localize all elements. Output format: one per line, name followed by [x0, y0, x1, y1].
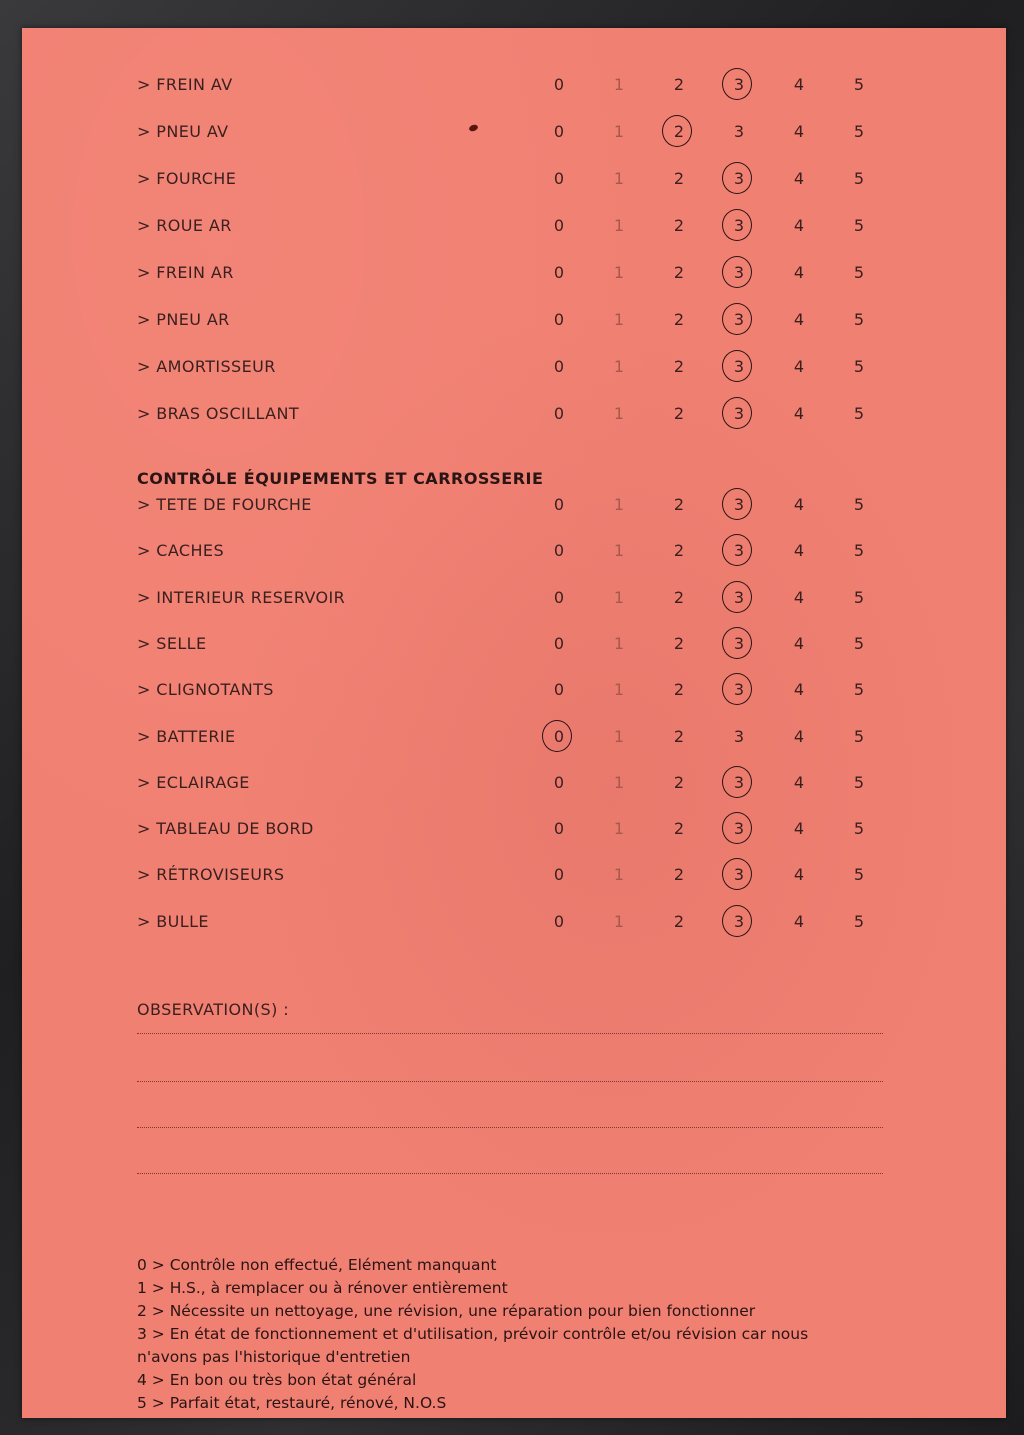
checklist-row	[22, 624, 1006, 664]
rating-option-0[interactable]: 0	[553, 819, 565, 839]
rating-option-2[interactable]: 2	[673, 216, 685, 235]
rating-option-1[interactable]: 1	[613, 404, 625, 423]
rating-option-0[interactable]: 0	[553, 216, 565, 235]
rating-option-5[interactable]: 5	[853, 633, 865, 653]
checklist-row	[22, 717, 1006, 757]
rating-option-2[interactable]: 2	[673, 911, 685, 931]
rating-option-3[interactable]: 3	[724, 216, 754, 235]
rating-option-2[interactable]: 2	[673, 587, 685, 607]
row-label: > PNEU AV	[137, 122, 229, 141]
rating-option-0[interactable]: 0	[553, 633, 565, 653]
rating-option-1[interactable]: 1	[613, 865, 625, 885]
rating-option-2[interactable]: 2	[673, 726, 685, 746]
rating-option-5[interactable]: 5	[853, 216, 865, 235]
rating-option-1[interactable]: 1	[613, 310, 625, 329]
rating-option-4[interactable]: 4	[793, 404, 805, 423]
rating-option-3[interactable]: 3	[724, 263, 754, 282]
rating-option-3[interactable]: 3	[724, 912, 754, 931]
rating-option-0[interactable]: 0	[553, 587, 565, 607]
rating-option-0[interactable]: 0	[553, 865, 565, 885]
rating-option-1[interactable]: 1	[613, 357, 625, 376]
selected-rating-circle	[722, 766, 752, 798]
rating-option-3[interactable]: 3	[724, 634, 754, 653]
rating-option-5[interactable]: 5	[853, 169, 865, 188]
rating-option-3[interactable]: 3	[724, 865, 754, 884]
rating-option-3[interactable]: 3	[724, 169, 754, 188]
rating-option-3[interactable]: 3	[724, 404, 754, 423]
selected-rating-circle	[542, 720, 572, 752]
row-label: > ROUE AR	[137, 216, 232, 235]
rating-option-4[interactable]: 4	[793, 819, 805, 839]
rating-option-2[interactable]: 2	[673, 680, 685, 700]
row-label: > CLIGNOTANTS	[137, 680, 274, 700]
legend-item: 2 > Nécessite un nettoyage, une révision, une réparation pour bien fonctionner	[137, 1302, 756, 1320]
rating-option-5[interactable]: 5	[853, 726, 865, 746]
rating-option-5[interactable]: 5	[853, 587, 865, 607]
rating-option-0[interactable]: 0	[553, 680, 565, 700]
rating-option-3[interactable]: 3	[733, 122, 745, 141]
rating-option-4[interactable]: 4	[793, 726, 805, 746]
row-label: > CACHES	[137, 541, 224, 561]
rating-option-4[interactable]: 4	[793, 587, 805, 607]
rating-option-4[interactable]: 4	[793, 633, 805, 653]
rating-option-3[interactable]: 3	[733, 726, 745, 746]
rating-option-4[interactable]: 4	[793, 216, 805, 235]
selected-rating-circle	[722, 256, 752, 288]
checklist-row	[22, 763, 1006, 803]
rating-option-1[interactable]: 1	[613, 216, 625, 235]
rating-option-4[interactable]: 4	[793, 169, 805, 188]
rating-option-2[interactable]: 2	[673, 263, 685, 282]
rating-option-2[interactable]: 2	[673, 772, 685, 792]
rating-option-3[interactable]: 3	[724, 773, 754, 792]
rating-option-4[interactable]: 4	[793, 122, 805, 141]
selected-rating-circle	[722, 627, 752, 659]
rating-option-0[interactable]: 0	[553, 122, 565, 141]
selected-rating-circle	[722, 812, 752, 844]
checklist-row	[22, 485, 1006, 525]
row-label: > BULLE	[137, 911, 209, 931]
rating-option-2[interactable]: 2	[673, 495, 685, 514]
row-label: > AMORTISSEUR	[137, 357, 276, 376]
rating-option-1[interactable]: 1	[613, 680, 625, 700]
selected-rating-circle	[722, 905, 752, 937]
rating-option-5[interactable]: 5	[853, 865, 865, 885]
rating-option-2[interactable]: 2	[673, 404, 685, 423]
rating-option-1[interactable]: 1	[613, 263, 625, 282]
checklist-row	[22, 902, 1006, 942]
rating-option-3[interactable]: 3	[724, 75, 754, 94]
row-label: > BATTERIE	[137, 726, 236, 746]
legend-item: 3 > En état de fonctionnement et d'utilisation, prévoir contrôle et/ou révision car nous	[137, 1325, 809, 1343]
rating-option-4[interactable]: 4	[793, 541, 805, 561]
rating-option-5[interactable]: 5	[853, 680, 865, 700]
rating-option-1[interactable]: 1	[613, 911, 625, 931]
rating-option-1[interactable]: 1	[613, 726, 625, 746]
rating-option-1[interactable]: 1	[613, 772, 625, 792]
selected-rating-circle	[722, 350, 752, 382]
rating-option-0[interactable]: 0	[553, 263, 565, 282]
rating-option-2[interactable]: 2	[673, 75, 685, 94]
checklist-row	[22, 112, 1006, 152]
row-label: > ECLAIRAGE	[137, 772, 250, 792]
rating-option-2[interactable]: 2	[673, 819, 685, 839]
checklist-row	[22, 159, 1006, 199]
rating-option-4[interactable]: 4	[793, 310, 805, 329]
rating-option-5[interactable]: 5	[853, 357, 865, 376]
row-label: > FREIN AV	[137, 75, 233, 94]
rating-option-5[interactable]: 5	[853, 495, 865, 514]
row-label: > PNEU AR	[137, 310, 230, 329]
observation-line[interactable]	[137, 1173, 883, 1174]
observation-line[interactable]	[137, 1127, 883, 1128]
selected-rating-circle	[722, 858, 752, 890]
row-label: > INTERIEUR RESERVOIR	[137, 587, 346, 607]
checklist-row	[22, 253, 1006, 293]
rating-option-0[interactable]: 0	[553, 169, 565, 188]
observation-line[interactable]	[137, 1033, 883, 1034]
rating-option-0[interactable]: 0	[544, 727, 574, 746]
section-title: CONTRÔLE ÉQUIPEMENTS ET CARROSSERIE	[137, 469, 544, 488]
row-label: > RÉTROVISEURS	[137, 865, 285, 885]
rating-option-5[interactable]: 5	[853, 911, 865, 931]
observation-line[interactable]	[137, 1081, 883, 1082]
legend-item: 4 > En bon ou très bon état général	[137, 1371, 417, 1389]
rating-option-5[interactable]: 5	[853, 404, 865, 423]
legend-item: 1 > H.S., à remplacer ou à rénover entièrement	[137, 1279, 508, 1297]
selected-rating-circle	[722, 209, 752, 241]
selected-rating-circle	[722, 673, 752, 705]
rating-option-4[interactable]: 4	[793, 772, 805, 792]
rating-option-1[interactable]: 1	[613, 75, 625, 94]
checklist-row	[22, 670, 1006, 710]
checklist-row	[22, 855, 1006, 895]
row-label: > FREIN AR	[137, 263, 234, 282]
checklist-row	[22, 578, 1006, 618]
legend-item: n'avons pas l'historique d'entretien	[137, 1348, 411, 1366]
rating-option-2[interactable]: 2	[673, 633, 685, 653]
rating-option-0[interactable]: 0	[553, 310, 565, 329]
rating-option-1[interactable]: 1	[613, 169, 625, 188]
checklist-row	[22, 809, 1006, 849]
checklist-row	[22, 347, 1006, 387]
rating-option-4[interactable]: 4	[793, 75, 805, 94]
rating-option-5[interactable]: 5	[853, 122, 865, 141]
selected-rating-circle	[722, 68, 752, 100]
rating-option-3[interactable]: 3	[724, 680, 754, 699]
legend-item: 5 > Parfait état, restauré, rénové, N.O.S	[137, 1394, 447, 1412]
rating-option-0[interactable]: 0	[553, 357, 565, 376]
rating-option-5[interactable]: 5	[853, 75, 865, 94]
rating-option-2[interactable]: 2	[673, 357, 685, 376]
rating-option-1[interactable]: 1	[613, 819, 625, 839]
checklist-row	[22, 394, 1006, 434]
selected-rating-circle	[722, 534, 752, 566]
inspection-sheet	[22, 28, 1006, 1418]
rating-option-3[interactable]: 3	[724, 588, 754, 607]
rating-option-0[interactable]: 0	[553, 75, 565, 94]
rating-option-1[interactable]: 1	[613, 495, 625, 514]
selected-rating-circle	[722, 581, 752, 613]
row-label: > TABLEAU DE BORD	[137, 819, 314, 839]
rating-option-2[interactable]: 2	[673, 541, 685, 561]
rating-option-0[interactable]: 0	[553, 404, 565, 423]
rating-option-3[interactable]: 3	[724, 495, 754, 514]
selected-rating-circle	[722, 303, 752, 335]
rating-option-5[interactable]: 5	[853, 819, 865, 839]
observation-label: OBSERVATION(S) :	[137, 1000, 289, 1019]
rating-option-4[interactable]: 4	[793, 680, 805, 700]
rating-option-1[interactable]: 1	[613, 122, 625, 141]
legend-item: 0 > Contrôle non effectué, Elément manquant	[137, 1256, 497, 1274]
checklist-row	[22, 65, 1006, 105]
rating-option-3[interactable]: 3	[724, 541, 754, 560]
rating-option-5[interactable]: 5	[853, 772, 865, 792]
rating-option-3[interactable]: 3	[724, 357, 754, 376]
rating-option-0[interactable]: 0	[553, 541, 565, 561]
rating-option-5[interactable]: 5	[853, 310, 865, 329]
rating-option-4[interactable]: 4	[793, 263, 805, 282]
selected-rating-circle	[722, 488, 752, 520]
rating-option-0[interactable]: 0	[553, 772, 565, 792]
rating-option-4[interactable]: 4	[793, 911, 805, 931]
checklist-row	[22, 300, 1006, 340]
selected-rating-circle	[722, 397, 752, 429]
rating-option-5[interactable]: 5	[853, 541, 865, 561]
row-label: > BRAS OSCILLANT	[137, 404, 300, 423]
rating-option-2[interactable]: 2	[664, 122, 694, 141]
rating-option-0[interactable]: 0	[553, 911, 565, 931]
rating-option-2[interactable]: 2	[673, 865, 685, 885]
row-label: > FOURCHE	[137, 169, 237, 188]
rating-option-3[interactable]: 3	[724, 310, 754, 329]
rating-option-2[interactable]: 2	[673, 310, 685, 329]
rating-option-1[interactable]: 1	[613, 541, 625, 561]
checklist-row	[22, 531, 1006, 571]
rating-option-4[interactable]: 4	[793, 865, 805, 885]
rating-option-5[interactable]: 5	[853, 263, 865, 282]
rating-option-4[interactable]: 4	[793, 495, 805, 514]
row-label: > SELLE	[137, 633, 207, 653]
selected-rating-circle	[662, 115, 692, 147]
checklist-row	[22, 206, 1006, 246]
rating-option-1[interactable]: 1	[613, 633, 625, 653]
rating-legend	[137, 1254, 897, 1415]
rating-option-0[interactable]: 0	[553, 495, 565, 514]
rating-option-2[interactable]: 2	[673, 169, 685, 188]
rating-option-3[interactable]: 3	[724, 819, 754, 838]
rating-option-4[interactable]: 4	[793, 357, 805, 376]
selected-rating-circle	[722, 162, 752, 194]
rating-option-1[interactable]: 1	[613, 587, 625, 607]
row-label: > TETE DE FOURCHE	[137, 495, 312, 514]
